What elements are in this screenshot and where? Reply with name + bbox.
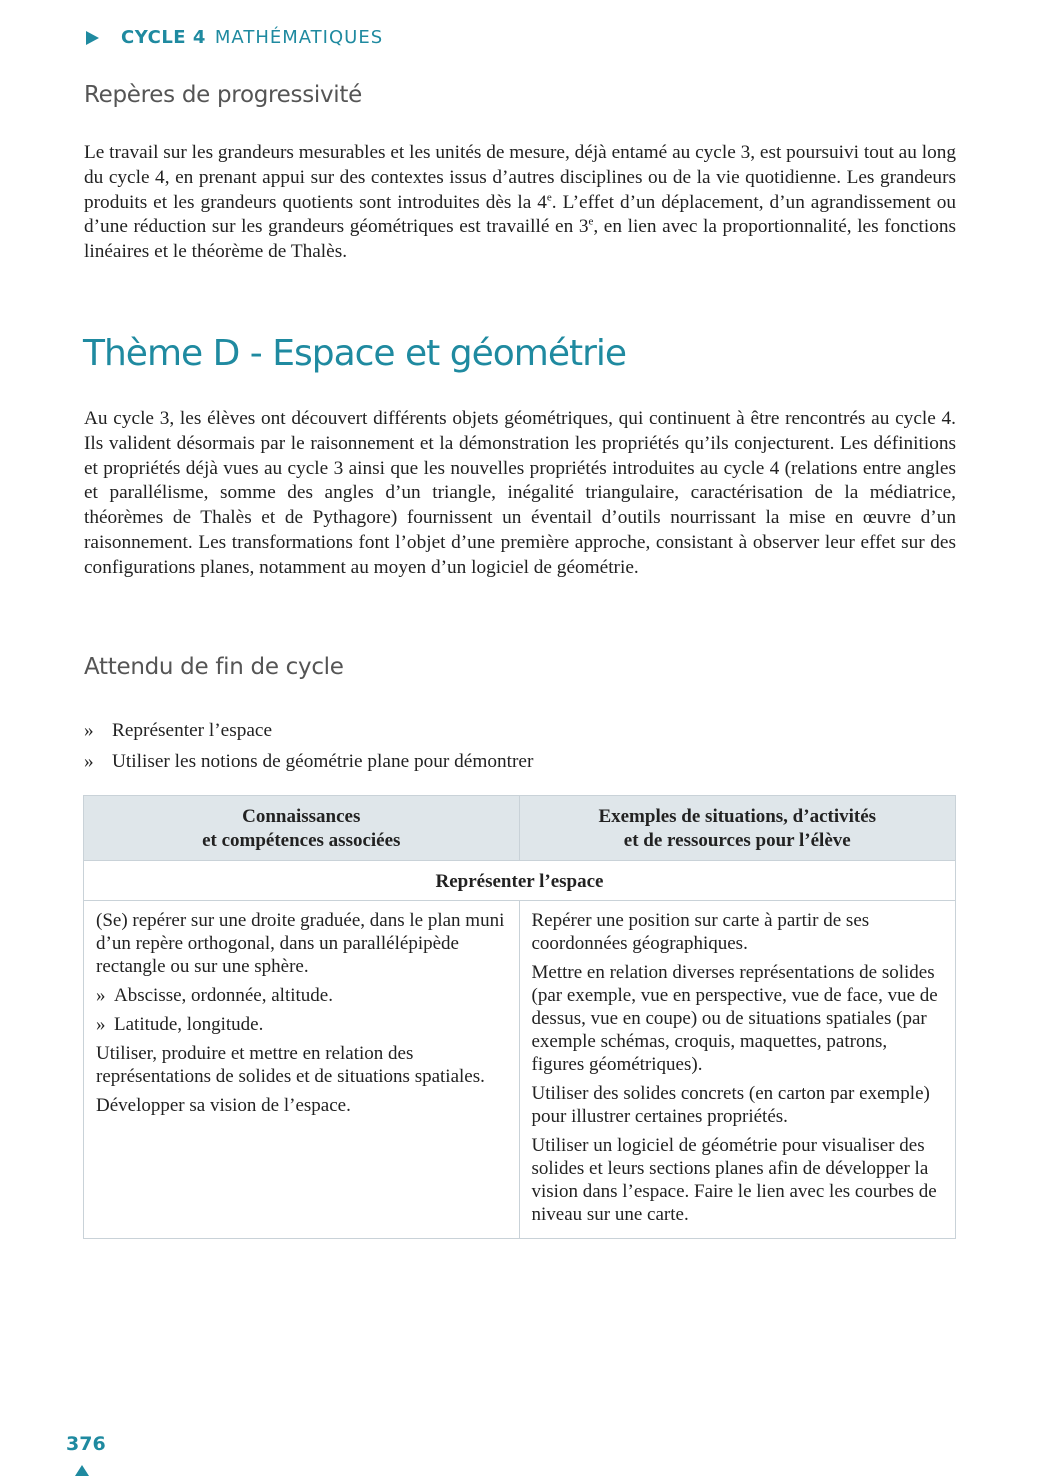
text-block: Utiliser un logiciel de géométrie pour visualiser des solides et leurs sections planes afin de développer la vision dans l’espace. Faire le lien avec les courbes de niveau sur une carte. [531, 1135, 937, 1225]
running-header [86, 27, 383, 48]
connaissances-cell [84, 901, 520, 1239]
theme-title: Thème D - Espace et géométrie [83, 333, 627, 374]
exemples-cell [519, 901, 956, 1239]
triangle-up-icon [75, 1465, 89, 1476]
column-header-exemples: Exemples de situations, d’activités et de ressources pour l’élève [519, 796, 956, 861]
competences-table [83, 795, 956, 1239]
sub-item: » Abscisse, ordonnée, altitude. [96, 985, 333, 1006]
list-item: » Représenter l’espace [84, 720, 273, 741]
list-item: » Utiliser les notions de géométrie plane pour démontrer [84, 751, 534, 772]
header-subject: MATHÉMATIQUES [214, 27, 384, 48]
reperes-heading: Repères de progressivité [84, 82, 362, 108]
attendu-heading: Attendu de fin de cycle [84, 654, 344, 680]
theme-intro: Au cycle 3, les élèves ont découvert différents objets géométriques, qui continuent à être rencontrés au cycle 4. Ils valident désormais par le raisonnement et la démonstration les propriétés qu’ils conjecturent. Les définitions et propriétés déjà vues au cycle 3 ainsi que les nouvelles propriétés introduites au cycle 4 (relations entre angles et parallélisme, somme des angles d’un triangle, inégalité triangulaire, caractérisation de la médiatrice, théorèmes de Thalès et de Pythagore) fournissent un éventail d’outils nourrissant la mise en œuvre d’un raisonnement. Les transformations font l’objet d’une première approche, consistant à observer leur effet sur des configurations planes, notamment au moyen d’un logiciel de géométrie. [84, 408, 956, 578]
text-block: Développer sa vision de l’espace. [96, 1095, 351, 1116]
text-block: Repérer une position sur carte à partir de ses coordonnées géographiques. [531, 910, 870, 954]
header-cycle: CYCLE 4 [121, 27, 206, 48]
attendu-list [84, 719, 533, 781]
table-row [84, 901, 956, 1239]
bullet-marker: » [84, 720, 94, 741]
text-block: Utiliser, produire et mettre en relation des représentations de solides et de situations spatiales. [96, 1043, 485, 1087]
text-block: (Se) repérer sur une droite graduée, dans le plan muni d’un repère orthogonal, dans un parallélépipède rectangle ou sur une sphère. [96, 910, 505, 977]
reperes-paragraph: Le travail sur les grandeurs mesurables et les unités de mesure, déjà entamé au cycle 3, est poursuivi tout au long du cycle 4, en prenant appui sur des contextes issus d’autres disciplines ou de la vie quotidienne. Les grandeurs produits et les grandeurs quotients sont introduites dès la 4e. L’effet d’un déplacement, d’un agrandissement ou d’une réduction sur les grandeurs géométriques est travaillé en 3e, en lien avec la proportionnalité, les fonctions linéaires et le théorème de Thalès. [84, 142, 957, 263]
section-title: Représenter l’espace [84, 861, 956, 901]
column-header-connaissances: Connaissances et compétences associées [84, 796, 520, 861]
sub-item: » Latitude, longitude. [96, 1014, 264, 1035]
table-section-row [84, 861, 956, 901]
table-header-row [84, 796, 956, 861]
bullet-marker: » [84, 751, 94, 772]
text-block: Utiliser des solides concrets (en carton par exemple) pour illustrer certaines propriétés. [531, 1083, 930, 1127]
page-number: 376 [66, 1433, 106, 1455]
triangle-right-icon [86, 31, 99, 45]
text-block: Mettre en relation diverses représentations de solides (par exemple, vue en perspective, vue de face, vue de dessus, vue en coupe) ou de situations spatiales (par exemple schémas, croquis, maquettes, patrons, figures géométriques). [531, 962, 938, 1075]
